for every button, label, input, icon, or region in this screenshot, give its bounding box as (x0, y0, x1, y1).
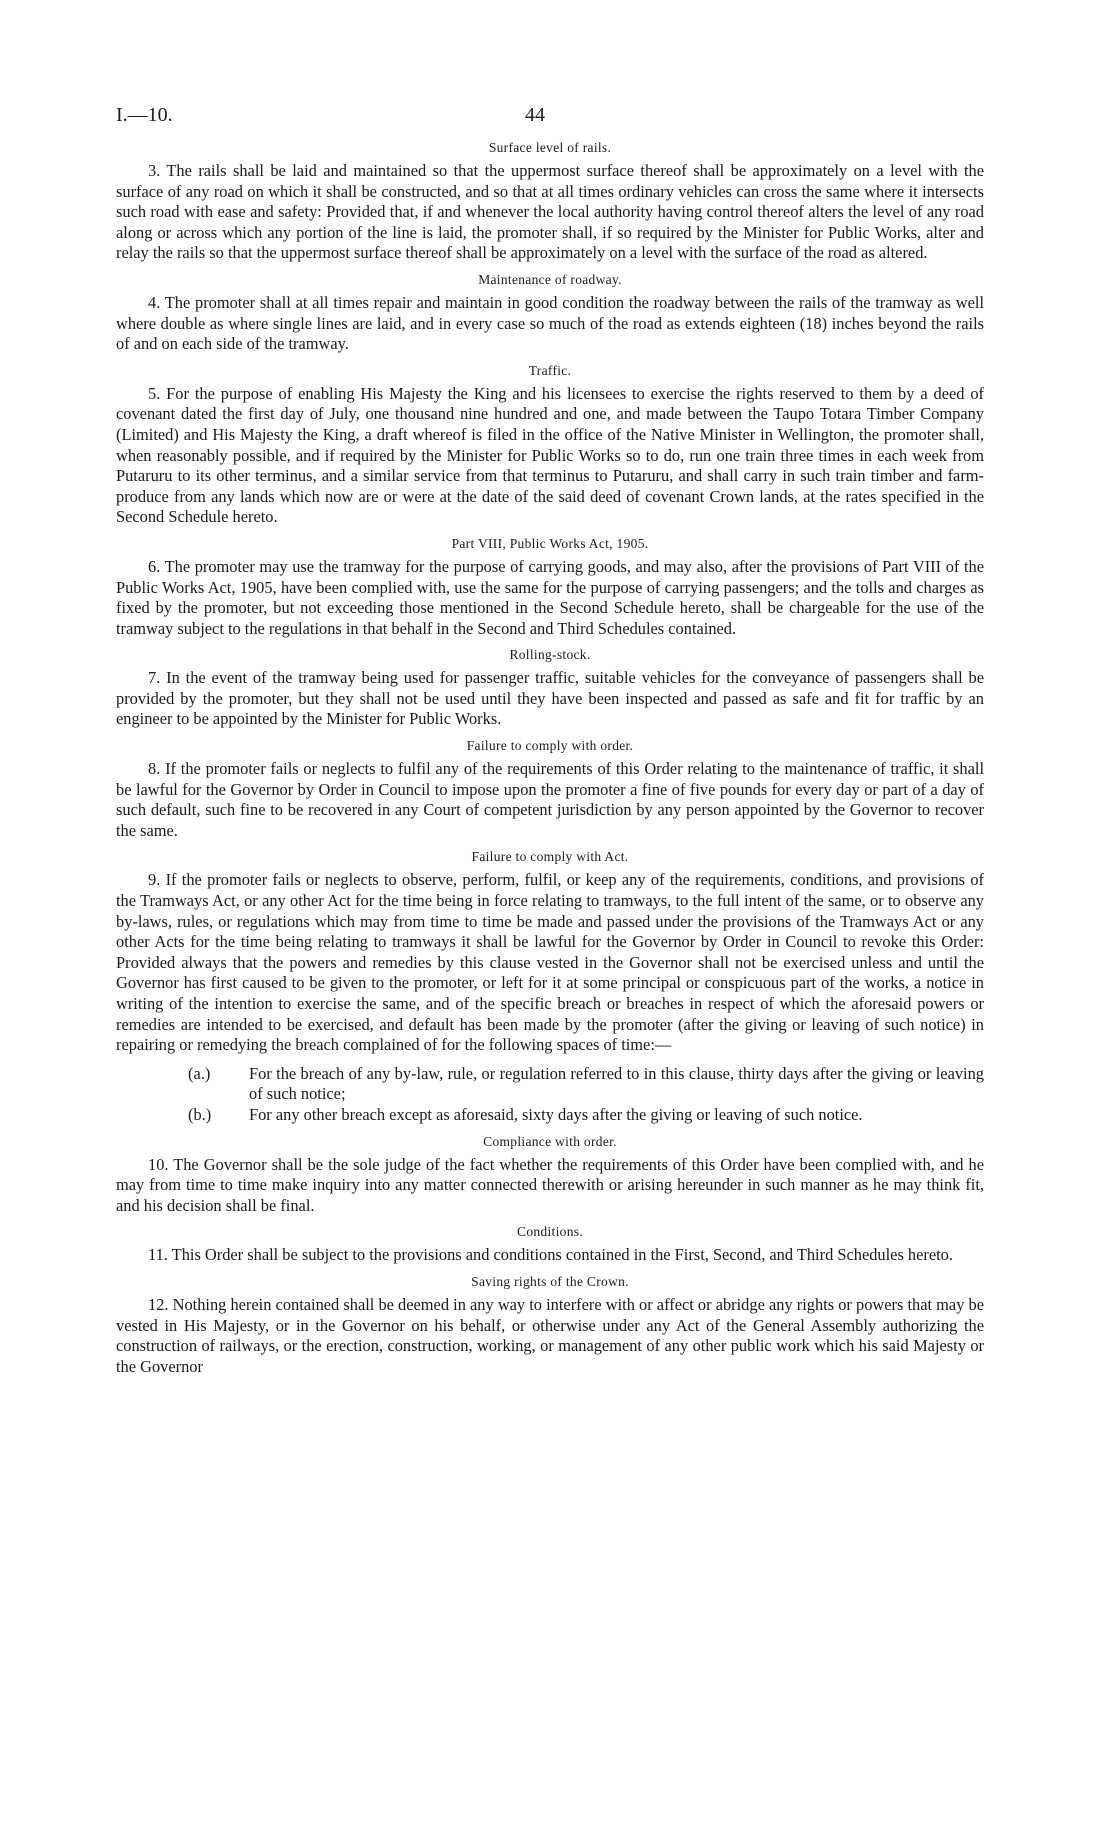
clause-5 (116, 363, 984, 528)
clause-heading: Conditions. (517, 1224, 583, 1240)
sub-clause-text: For the breach of any by-law, rule, or regulation referred to in this clause, thirty days after the giving or leaving of such notice; (249, 1063, 984, 1104)
clause-text: 10. The Governor shall be the sole judge of the fact whether the requirements of this Order have been complied with, and he may from time to time make inquiry into any matter connected therewith or arising hereunder in such manner as he may think fit, and his decision shall be final. (116, 1154, 984, 1215)
sub-clause-label: (a.) (188, 1063, 211, 1083)
clause-heading: Traffic. (528, 362, 572, 378)
clause-text: 12. Nothing herein contained shall be deemed in any way to interfere with or affect or abridge any rights or powers that may be vested in His Majesty, or in the Governor on his behalf, or otherwise under any Act of the General Assembly authorizing the construction of railways, or the erection, construction, working, or management of any other public work which his said Majesty or the Governor (116, 1294, 984, 1376)
sub-clause-text: For any other breach except as aforesaid, sixty days after the giving or leaving of such notice. (249, 1104, 863, 1124)
clause-6 (116, 536, 984, 639)
clause-text: 7. In the event of the tramway being used for passenger traffic, suitable vehicles for the conveyance of passengers shall be provided by the promoter, but they shall not be used until they have been inspected and passed as safe and fit for traffic by an engineer to be appointed by the Minister for Public Works. (116, 668, 984, 729)
clause-text: 6. The promoter may use the tramway for the purpose of carrying goods, and may also, after the provisions of Part VIII of the Public Works Act, 1905, have been complied with, use the same for the purpose of carrying passengers; and the tolls and charges as fixed by the promoter, but not exceeding those mentioned in the Second Schedule hereto, shall be chargeable for the use of the tramway subject to the regulations in that behalf in the Second and Third Schedules contained. (116, 556, 984, 638)
clause-9 (116, 849, 984, 1125)
clause-8 (116, 738, 984, 841)
clause-heading: Compliance with order. (483, 1133, 617, 1149)
sub-clause-b (116, 1105, 984, 1126)
clause-4 (116, 272, 984, 355)
clause-text: 9. If the promoter fails or neglects to observe, perform, fulfil, or keep any of the requirements, conditions, and provisions of the Tramways Act, or any other Act for the time being in force relating to tramways, to the full intent of the same, or to observe any by-laws, rules, or regulations which may from time to time be made and passed under the provisions of the Tramways Act or any other Acts for the time being relating to tramways it shall be lawful for the Governor by Order in Council to revoke this Order: Provided always that the powers and remedies by this clause vested in the Governor shall not be exercised unless and until the Governor has first caused to be given to the promoter, or left for it at some principal or conspicuous part of the works, a notice in writing of the intention to exercise the same, and of the specific breach or breaches in respect of which the aforesaid powers or remedies are intended to be exercised, and default has been made by the promoter (after the giving or leaving of such notice) in repairing or remedying the breach complained of for the following spaces of time:— (116, 870, 984, 1055)
clause-12 (116, 1274, 984, 1377)
sub-clause-a (116, 1064, 984, 1105)
clause-text: 4. The promoter shall at all times repair and maintain in good condition the roadway between the rails of the tramway as well where double as where single lines are laid, and in every case so much of the road as extends eighteen (18) inches beyond the rails of and on each side of the tramway. (116, 292, 984, 354)
clause-text: 3. The rails shall be laid and maintained so that the uppermost surface thereof shall be approximately on a level with the surface of any road on which it shall be constructed, and so that at all times ordinary vehicles can cross the same where it intersects such road with ease and safety: Provided that, if and whenever the local authority having control thereof alters the level of any road along or across which any portion of the line is laid, the promoter shall, if so required by the Minister for Public Works, alter and relay the rails so that the uppermost surface thereof shall be approximately on a level with the surface of the road as altered. (116, 161, 984, 263)
clause-heading: Failure to comply with order. (466, 738, 634, 754)
clause-11 (116, 1224, 984, 1266)
clause-heading: Maintenance of roadway. (478, 271, 622, 287)
running-header (116, 104, 984, 134)
clause-heading: Failure to comply with Act. (471, 849, 629, 865)
clause-heading: Surface level of rails. (488, 140, 612, 155)
clause-heading: Saving rights of the Crown. (471, 1273, 629, 1289)
clause-heading: Part VIII, Public Works Act, 1905. (451, 535, 649, 551)
document-reference: I.—10. (116, 104, 173, 126)
clause-3 (116, 140, 984, 264)
page-number: 44 (525, 104, 545, 126)
clause-text: 11. This Order shall be subject to the provisions and conditions contained in the First, Second, and Third Schedules hereto. (148, 1245, 953, 1265)
clause-10 (116, 1134, 984, 1217)
sub-clause-label: (b.) (188, 1104, 212, 1124)
clause-text: 8. If the promoter fails or neglects to fulfil any of the requirements of this Order relating to the maintenance of traffic, it shall be lawful for the Governor by Order in Council to impose upon the promoter a fine of five pounds for every day or part of a day of such default, such fine to be recovered in any Court of competent jurisdiction by any person appointed by the Governor to recover the same. (116, 759, 984, 840)
clause-7 (116, 647, 984, 730)
clause-text: 5. For the purpose of enabling His Majesty the King and his licensees to exercise the rights reserved to them by a deed of covenant dated the first day of July, one thousand nine hundred and one, and made between the Taupo Totara Timber Company (Limited) and His Majesty the King, a draft whereof is filed in the office of the Native Minister in Wellington, the promoter shall, when reasonably possible, and if required by the Minister for Public Works so to do, run one train three times in each week from Putaruru to its other terminus, and a similar service from that terminus to Putaruru, and shall carry in such train timber and farm-produce from any lands which now are or were at the date of the said deed of covenant Crown lands, at the rates specified in the Second Schedule hereto. (116, 383, 984, 527)
clause-heading: Rolling-stock. (509, 647, 591, 663)
sub-clause-list (116, 1064, 984, 1126)
